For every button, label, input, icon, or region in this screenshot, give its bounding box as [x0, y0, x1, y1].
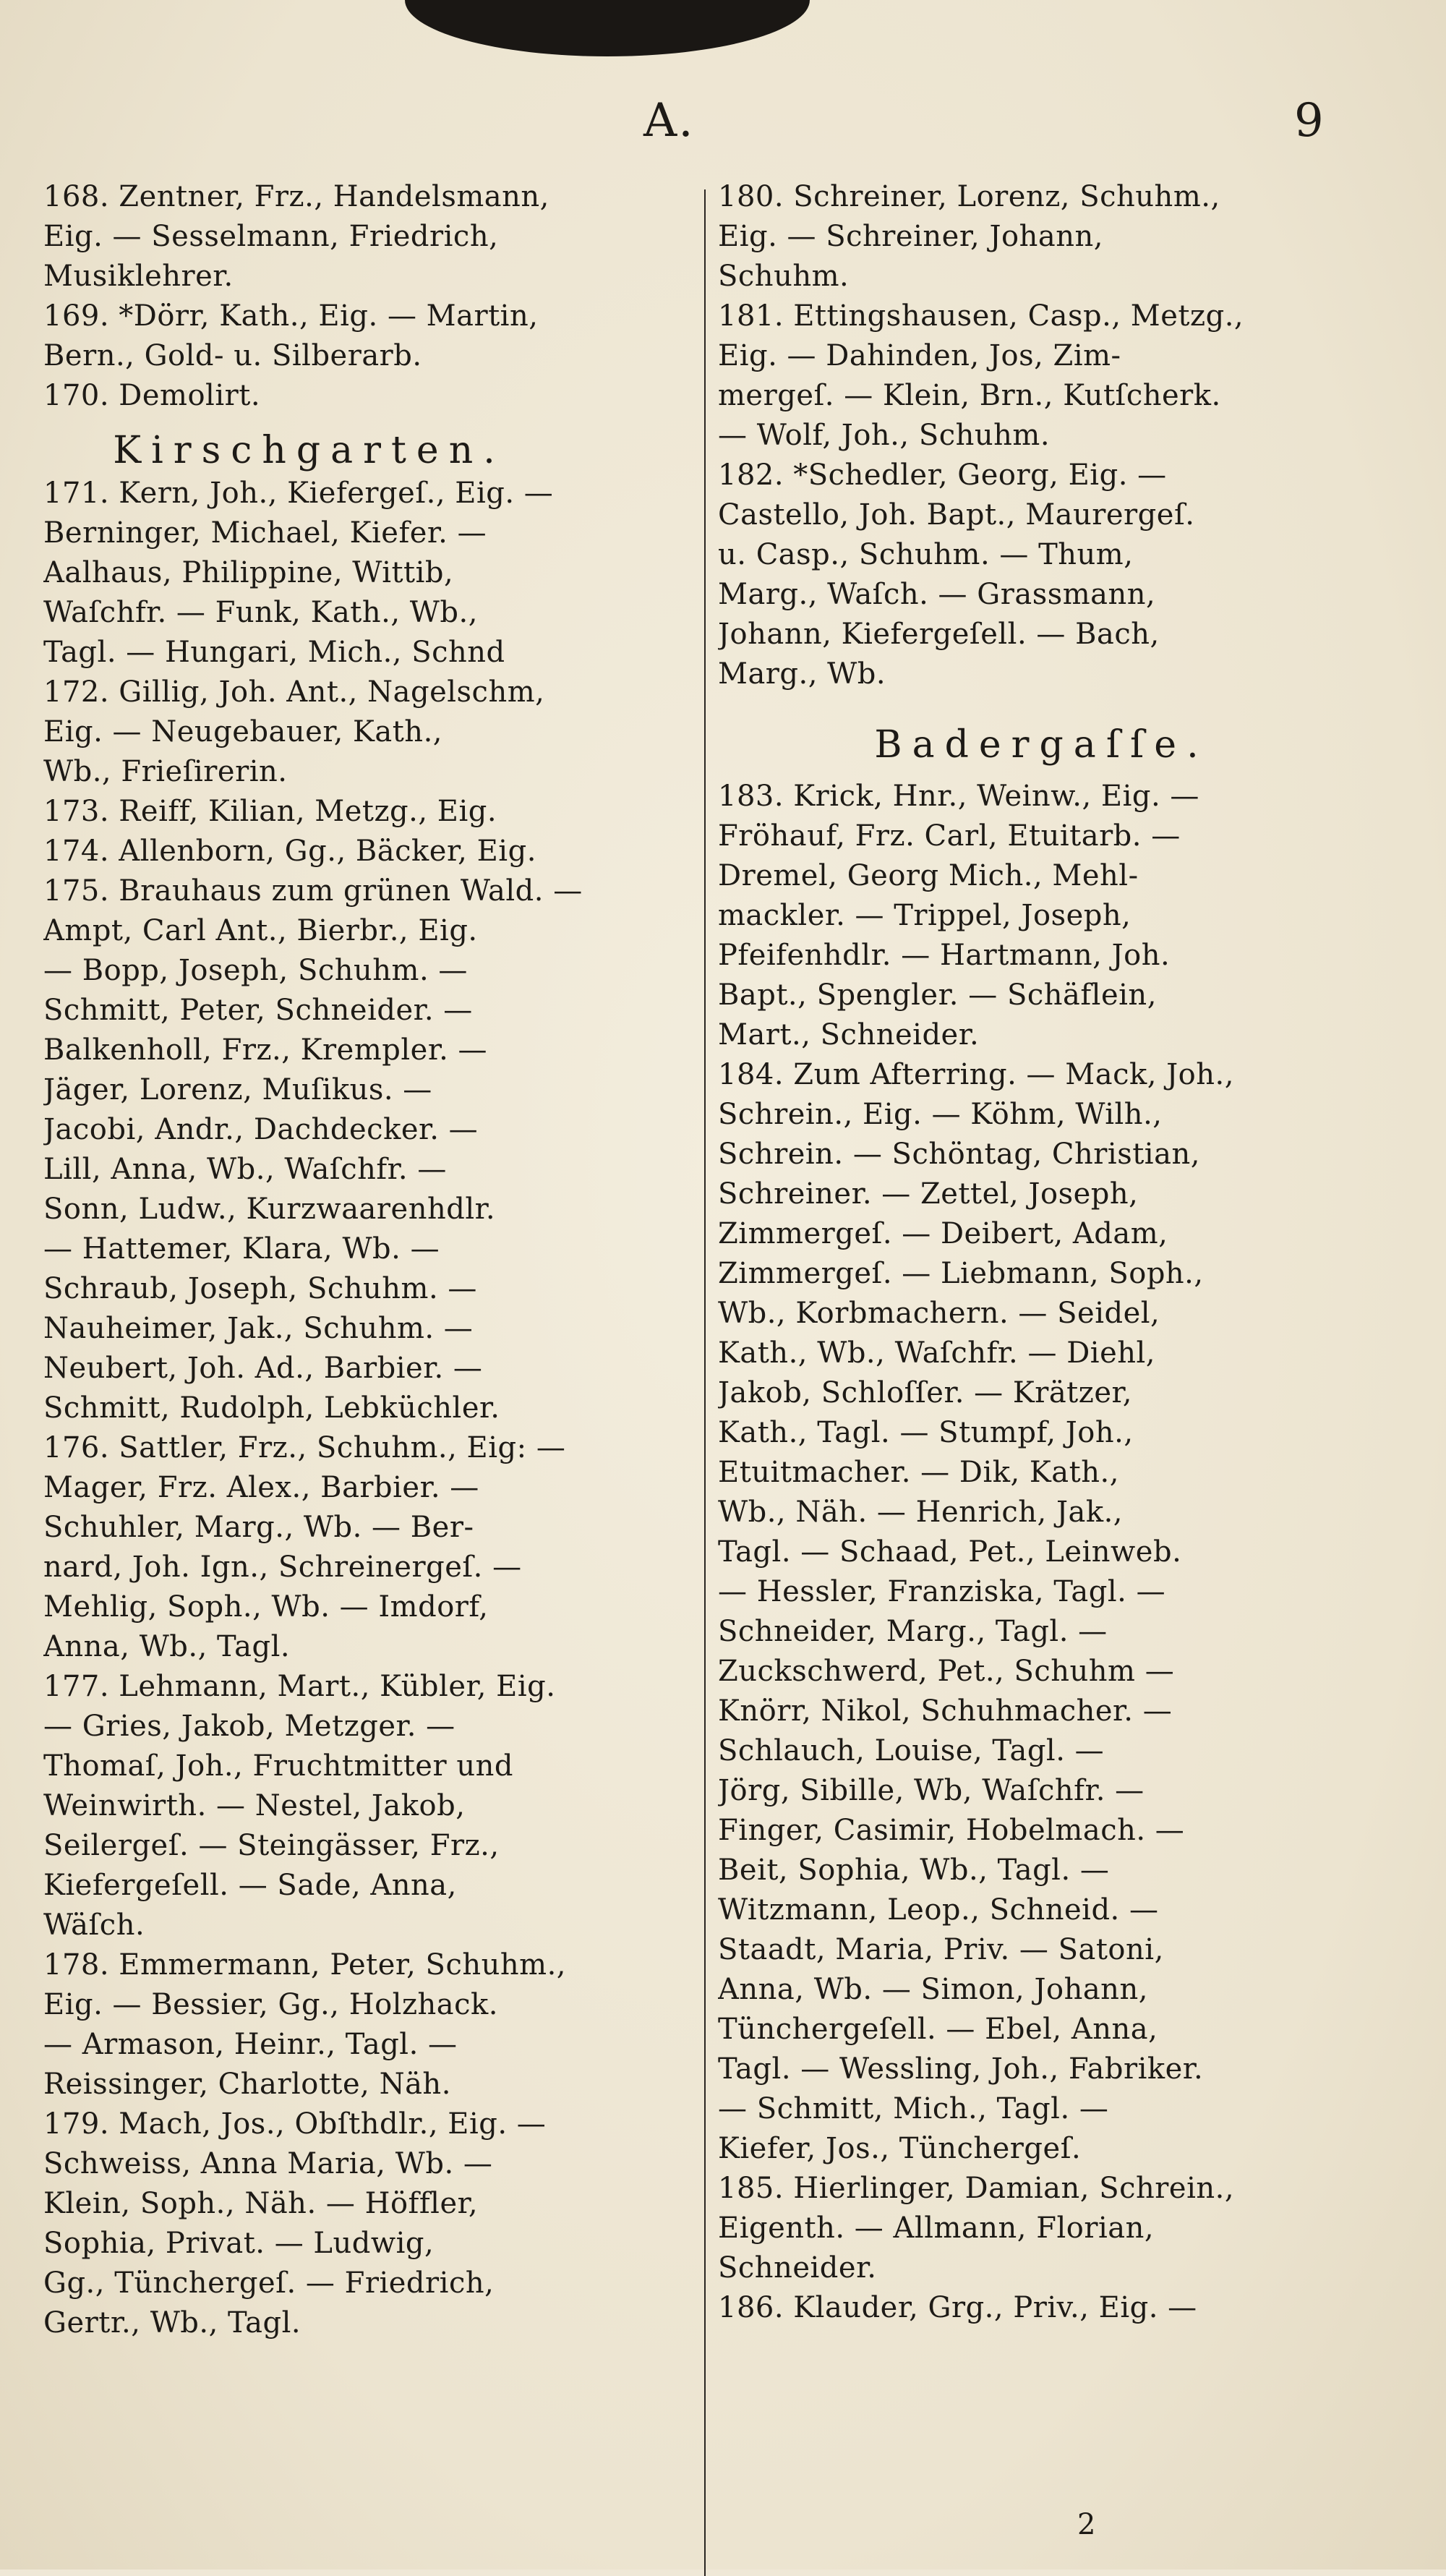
entry-line: — Wolf, Joh., Schuhm.: [718, 419, 1051, 452]
entry-line: Mart., Schneider.: [718, 1018, 980, 1052]
entry-line: Tagl. — Hungari, Mich., Schnd: [43, 636, 505, 669]
entry-line: Lill, Anna, Wb., Waſchfr. —: [43, 1153, 447, 1186]
entry-line: Musiklehrer.: [43, 260, 234, 293]
entry-line: Wb., Näh. — Henrich, Jak.,: [718, 1496, 1123, 1529]
entry-line: Mehlig, Soph., Wb. — Imdorf,: [43, 1590, 489, 1624]
entry-line: — Gries, Jakob, Metzger. —: [43, 1710, 455, 1743]
entry-line: Zimmergeſ. — Liebmann, Soph.,: [718, 1257, 1204, 1290]
entry-line: Jörg, Sibille, Wb, Waſchfr. —: [718, 1774, 1145, 1807]
entry-line: 168. Zentner, Frz., Handelsmann,: [43, 180, 549, 213]
entry-line: Bern., Gold- u. Silberarb.: [43, 339, 422, 372]
page-header: [0, 94, 1446, 166]
entry-line: Marg., Waſch. — Grassmann,: [718, 578, 1156, 611]
entry-line: Kiefergeſell. — Sade, Anna,: [43, 1869, 457, 1902]
entry-line: 181. Ettingshausen, Casp., Metzg.,: [718, 299, 1244, 333]
ink-stain: [405, 0, 810, 56]
entry-line: Sophia, Privat. — Ludwig,: [43, 2227, 435, 2260]
entry-line: 175. Brauhaus zum grünen Wald. —: [43, 874, 583, 908]
entry-line: — Hattemer, Klara, Wb. —: [43, 1232, 440, 1266]
entry-line: mackler. — Trippel, Joseph,: [718, 899, 1131, 932]
entry-line: 185. Hierlinger, Damian, Schrein.,: [718, 2172, 1235, 2205]
entry-line: Etuitmacher. — Dik, Kath.,: [718, 1456, 1119, 1489]
page-number: 9: [1294, 94, 1324, 148]
entry-line: — Schmitt, Mich., Tagl. —: [718, 2092, 1109, 2125]
entry-line: u. Casp., Schuhm. — Thum,: [718, 538, 1134, 571]
entry-line: — Armason, Heinr., Tagl. —: [43, 2028, 458, 2061]
entry-line: Schneider, Marg., Tagl. —: [718, 1615, 1108, 1648]
entry-line: Wb., Frieſirerin.: [43, 755, 288, 788]
entry-line: 173. Reiff, Kilian, Metzg., Eig.: [43, 795, 497, 828]
entry-line: Weinwirth. — Nestel, Jakob,: [43, 1789, 466, 1822]
entry-line: Schuhm.: [718, 260, 850, 293]
right-column: [718, 177, 1365, 2328]
entry-line: 182. *Schedler, Georg, Eig. —: [718, 459, 1167, 492]
column-divider: [704, 189, 706, 2576]
entry-line: mergeſ. — Klein, Brn., Kutſcherk.: [718, 379, 1221, 412]
entry-line: Schuhler, Marg., Wb. — Ber-: [43, 1511, 474, 1544]
entry-line: Eig. — Neugebauer, Kath.,: [43, 715, 442, 749]
entry-line: 180. Schreiner, Lorenz, Schuhm.,: [718, 180, 1220, 213]
entry-line: 170. Demolirt.: [43, 379, 261, 412]
entry-line: Wäſch.: [43, 1908, 145, 1942]
entry-line: Marg., Wb.: [718, 657, 886, 691]
entry-line: Dremel, Georg Mich., Mehl-: [718, 859, 1139, 892]
entry-line: Klein, Soph., Näh. — Höffler,: [43, 2187, 479, 2220]
entry-line: Jakob, Schloſſer. — Krätzer,: [718, 1376, 1132, 1409]
entry-line: 178. Emmermann, Peter, Schuhm.,: [43, 1948, 566, 1982]
entry-line: Wb., Korbmachern. — Seidel,: [718, 1297, 1160, 1330]
entry-line: Knörr, Nikol, Schuhmacher. —: [718, 1694, 1173, 1728]
entry-line: Witzmann, Leop., Schneid. —: [718, 1893, 1159, 1927]
entry-line: Staadt, Maria, Priv. — Satoni,: [718, 1933, 1164, 1966]
entry-line: Kiefer, Jos., Tünchergeſ.: [718, 2132, 1082, 2165]
entry-line: Kath., Tagl. — Stumpf, Joh.,: [718, 1416, 1134, 1449]
entry-line: 183. Krick, Hnr., Weinw., Eig. —: [718, 780, 1199, 813]
entry-line: — Bopp, Joseph, Schuhm. —: [43, 954, 468, 987]
entry-line: Schraub, Joseph, Schuhm. —: [43, 1272, 477, 1305]
entry-line: Seilergeſ. — Steingässer, Frz.,: [43, 1829, 500, 1862]
entry-line: Schneider.: [718, 2251, 877, 2285]
entry-line: Zimmergeſ. — Deibert, Adam,: [718, 1217, 1168, 1250]
entry-line: Pfeifenhdlr. — Hartmann, Joh.: [718, 939, 1171, 972]
entry-line: Mager, Frz. Alex., Barbier. —: [43, 1471, 479, 1504]
entry-line: Eigenth. — Allmann, Florian,: [718, 2212, 1155, 2245]
entry-line: Gg., Tünchergeſ. — Friedrich,: [43, 2266, 495, 2300]
street-heading: Kirschgarten.: [113, 429, 505, 472]
entry-line: Fröhauf, Frz. Carl, Etuitarb. —: [718, 819, 1181, 853]
entry-line: nard, Joh. Ign., Schreinergeſ. —: [43, 1551, 522, 1584]
entry-line: Eig. — Dahinden, Jos, Zim-: [718, 339, 1121, 372]
entry-line: 186. Klauder, Grg., Priv., Eig. —: [718, 2291, 1197, 2324]
entry-line: Kath., Wb., Waſchfr. — Diehl,: [718, 1336, 1156, 1370]
entry-line: Johann, Kiefergeſell. — Bach,: [718, 618, 1160, 651]
entry-line: Eig. — Bessier, Gg., Holzhack.: [43, 1988, 498, 2021]
entry-line: Schmitt, Peter, Schneider. —: [43, 994, 473, 1027]
entry-line: Eig. — Sesselmann, Friedrich,: [43, 220, 499, 253]
entry-line: Bapt., Spengler. — Schäflein,: [718, 978, 1157, 1012]
entry-line: Eig. — Schreiner, Johann,: [718, 220, 1103, 253]
entry-line: 176. Sattler, Frz., Schuhm., Eig: —: [43, 1431, 566, 1464]
entry-line: Tagl. — Schaad, Pet., Leinweb.: [718, 1535, 1182, 1569]
entry-line: 169. *Dörr, Kath., Eig. — Martin,: [43, 299, 539, 333]
entry-line: Schmitt, Rudolph, Lebküchler.: [43, 1391, 500, 1425]
entry-line: 172. Gillig, Joh. Ant., Nagelschm,: [43, 675, 545, 709]
entry-line: Schlauch, Louise, Tagl. —: [718, 1734, 1105, 1767]
entry-line: Sonn, Ludw., Kurzwaarenhdlr.: [43, 1193, 496, 1226]
entry-line: Tagl. — Wessling, Joh., Fabriker.: [718, 2052, 1204, 2086]
entry-line: 179. Mach, Jos., Obſthdlr., Eig. —: [43, 2107, 547, 2141]
street-heading: Badergaſſe.: [874, 723, 1209, 767]
entry-line: Thomaſ, Joh., Fruchtmitter und: [43, 1749, 513, 1783]
entry-line: 171. Kern, Joh., Kiefergeſ., Eig. —: [43, 477, 554, 510]
entry-line: Castello, Joh. Bapt., Maurergeſ.: [718, 498, 1195, 532]
entry-line: Finger, Casimir, Hobelmach. —: [718, 1814, 1185, 1847]
entry-line: 174. Allenborn, Gg., Bäcker, Eig.: [43, 835, 536, 868]
entry-line: Nauheimer, Jak., Schuhm. —: [43, 1312, 474, 1345]
entry-line: Schrein., Eig. — Köhm, Wilh.,: [718, 1098, 1163, 1131]
entry-line: Tünchergeſell. — Ebel, Anna,: [718, 2013, 1158, 2046]
entry-line: Jacobi, Andr., Dachdecker. —: [43, 1113, 479, 1146]
entry-line: Anna, Wb. — Simon, Johann,: [718, 1973, 1148, 2006]
entry-line: Beit, Sophia, Wb., Tagl. —: [718, 1854, 1110, 1887]
entry-line: Gertr., Wb., Tagl.: [43, 2306, 301, 2340]
section-letter: A.: [643, 94, 695, 148]
entry-line: Zuckschwerd, Pet., Schuhm —: [718, 1655, 1175, 1688]
entry-line: Schrein. — Schöntag, Christian,: [718, 1138, 1200, 1171]
entry-line: 177. Lehmann, Mart., Kübler, Eig.: [43, 1670, 556, 1703]
entry-line: — Hessler, Franziska, Tagl. —: [718, 1575, 1166, 1608]
entry-line: Aalhaus, Philippine, Wittib,: [43, 556, 454, 589]
entry-line: Jäger, Lorenz, Muſikus. —: [43, 1073, 432, 1106]
entry-line: Neubert, Joh. Ad., Barbier. —: [43, 1352, 483, 1385]
entry-line: 184. Zum Afterring. — Mack, Joh.,: [718, 1058, 1234, 1091]
entry-line: Waſchfr. — Funk, Kath., Wb.,: [43, 596, 478, 629]
entry-line: Ampt, Carl Ant., Bierbr., Eig.: [43, 914, 478, 947]
left-column: [43, 177, 690, 2343]
entry-line: Schreiner. — Zettel, Joseph,: [718, 1177, 1139, 1211]
signature-mark: 2: [1077, 2508, 1096, 2541]
entry-line: Anna, Wb., Tagl.: [43, 1630, 291, 1663]
entry-line: Berninger, Michael, Kiefer. —: [43, 516, 487, 550]
entry-line: Balkenholl, Frz., Krempler. —: [43, 1033, 487, 1067]
entry-line: Reissinger, Charlotte, Näh.: [43, 2068, 451, 2101]
entry-line: Schweiss, Anna Maria, Wb. —: [43, 2147, 493, 2180]
